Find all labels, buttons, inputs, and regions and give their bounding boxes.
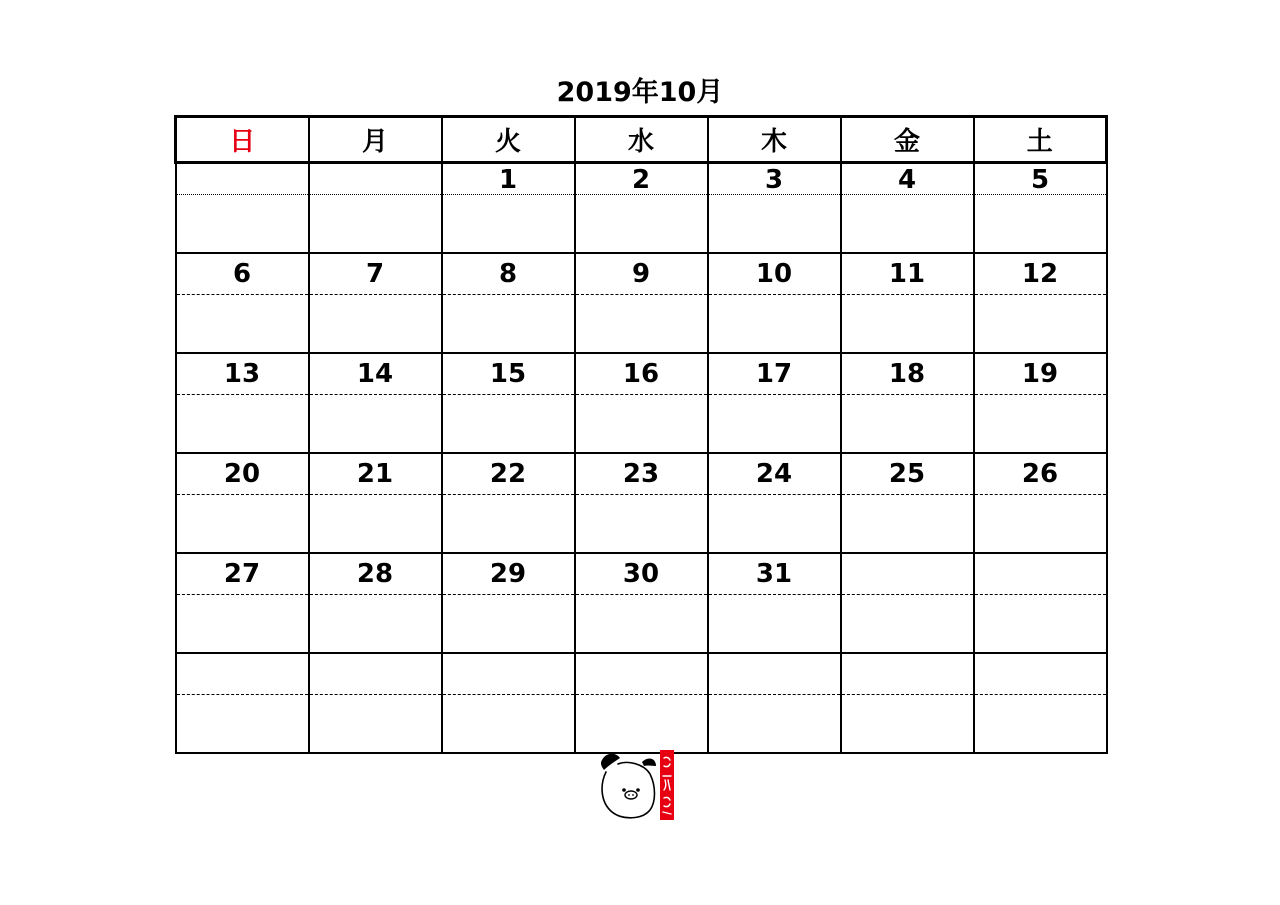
day-cell: 27 xyxy=(176,553,309,595)
day-cell xyxy=(442,653,575,695)
weekday-wed: 水 xyxy=(575,117,708,163)
day-cell: 23 xyxy=(575,453,708,495)
day-cell: 26 xyxy=(974,453,1107,495)
memo-cell xyxy=(708,295,841,354)
memo-cell xyxy=(708,195,841,254)
memo-cell xyxy=(176,195,309,254)
day-cell: 18 xyxy=(841,353,974,395)
memo-cell xyxy=(708,495,841,554)
day-cell: 4 xyxy=(841,163,974,195)
day-cell: 16 xyxy=(575,353,708,395)
memo-cell xyxy=(309,395,442,454)
week-2-memo xyxy=(176,295,1107,354)
week-5-memo xyxy=(176,595,1107,654)
week-2-dates xyxy=(176,253,1107,295)
day-cell: 5 xyxy=(974,163,1107,195)
memo-cell xyxy=(841,395,974,454)
memo-cell xyxy=(176,695,309,754)
memo-cell xyxy=(708,395,841,454)
memo-cell xyxy=(841,495,974,554)
weekday-sun: 日 xyxy=(176,117,309,163)
weekday-sat: 土 xyxy=(974,117,1107,163)
day-cell xyxy=(309,163,442,195)
day-cell xyxy=(841,553,974,595)
memo-cell xyxy=(309,695,442,754)
weekday-fri: 金 xyxy=(841,117,974,163)
week-1-dates xyxy=(176,163,1107,195)
memo-cell xyxy=(708,695,841,754)
week-5-dates xyxy=(176,553,1107,595)
day-cell: 7 xyxy=(309,253,442,295)
day-cell xyxy=(575,653,708,695)
week-1-memo xyxy=(176,195,1107,254)
day-cell: 28 xyxy=(309,553,442,595)
day-cell: 22 xyxy=(442,453,575,495)
memo-cell xyxy=(974,295,1107,354)
day-cell: 12 xyxy=(974,253,1107,295)
memo-cell xyxy=(841,695,974,754)
memo-cell xyxy=(841,595,974,654)
memo-cell xyxy=(442,595,575,654)
memo-cell xyxy=(575,495,708,554)
memo-cell xyxy=(442,395,575,454)
week-3-memo xyxy=(176,395,1107,454)
day-cell: 9 xyxy=(575,253,708,295)
calendar-title: 2019年10月 xyxy=(556,77,724,108)
memo-cell xyxy=(575,595,708,654)
weekday-mon: 月 xyxy=(309,117,442,163)
day-cell xyxy=(176,653,309,695)
day-cell: 8 xyxy=(442,253,575,295)
memo-cell xyxy=(442,195,575,254)
week-6-memo xyxy=(176,695,1107,754)
memo-cell xyxy=(974,695,1107,754)
memo-cell xyxy=(841,295,974,354)
day-cell: 1 xyxy=(442,163,575,195)
week-4-memo xyxy=(176,495,1107,554)
day-cell: 29 xyxy=(442,553,575,595)
day-cell: 21 xyxy=(309,453,442,495)
panda-pig-mascot-icon xyxy=(598,750,678,822)
memo-cell xyxy=(442,695,575,754)
memo-cell xyxy=(309,195,442,254)
memo-cell xyxy=(575,395,708,454)
day-cell: 3 xyxy=(708,163,841,195)
week-6-dates xyxy=(176,653,1107,695)
memo-cell xyxy=(309,295,442,354)
day-cell xyxy=(708,653,841,695)
memo-cell xyxy=(974,595,1107,654)
day-cell: 2 xyxy=(575,163,708,195)
memo-cell xyxy=(176,295,309,354)
day-cell: 31 xyxy=(708,553,841,595)
memo-cell xyxy=(442,295,575,354)
day-cell: 6 xyxy=(176,253,309,295)
day-cell xyxy=(841,653,974,695)
day-cell xyxy=(974,653,1107,695)
memo-cell xyxy=(309,495,442,554)
day-cell: 10 xyxy=(708,253,841,295)
weekday-header-row xyxy=(176,117,1107,163)
memo-cell xyxy=(442,495,575,554)
calendar-grid xyxy=(174,115,1108,754)
day-cell: 30 xyxy=(575,553,708,595)
day-cell: 11 xyxy=(841,253,974,295)
weekday-tue: 火 xyxy=(442,117,575,163)
memo-cell xyxy=(309,595,442,654)
memo-cell xyxy=(708,595,841,654)
memo-cell xyxy=(176,495,309,554)
day-cell: 13 xyxy=(176,353,309,395)
memo-cell xyxy=(974,495,1107,554)
day-cell xyxy=(309,653,442,695)
day-cell: 15 xyxy=(442,353,575,395)
day-cell: 24 xyxy=(708,453,841,495)
week-4-dates xyxy=(176,453,1107,495)
mascot-logo xyxy=(598,750,678,822)
red-stamp-icon xyxy=(660,750,674,820)
day-cell: 14 xyxy=(309,353,442,395)
day-cell: 25 xyxy=(841,453,974,495)
weekday-thu: 木 xyxy=(708,117,841,163)
memo-cell xyxy=(176,595,309,654)
memo-cell xyxy=(974,395,1107,454)
day-cell: 17 xyxy=(708,353,841,395)
memo-cell xyxy=(841,195,974,254)
memo-cell xyxy=(974,195,1107,254)
memo-cell xyxy=(575,695,708,754)
week-3-dates xyxy=(176,353,1107,395)
day-cell: 20 xyxy=(176,453,309,495)
memo-cell xyxy=(176,395,309,454)
memo-cell xyxy=(575,195,708,254)
day-cell xyxy=(974,553,1107,595)
day-cell xyxy=(176,163,309,195)
day-cell: 19 xyxy=(974,353,1107,395)
memo-cell xyxy=(575,295,708,354)
